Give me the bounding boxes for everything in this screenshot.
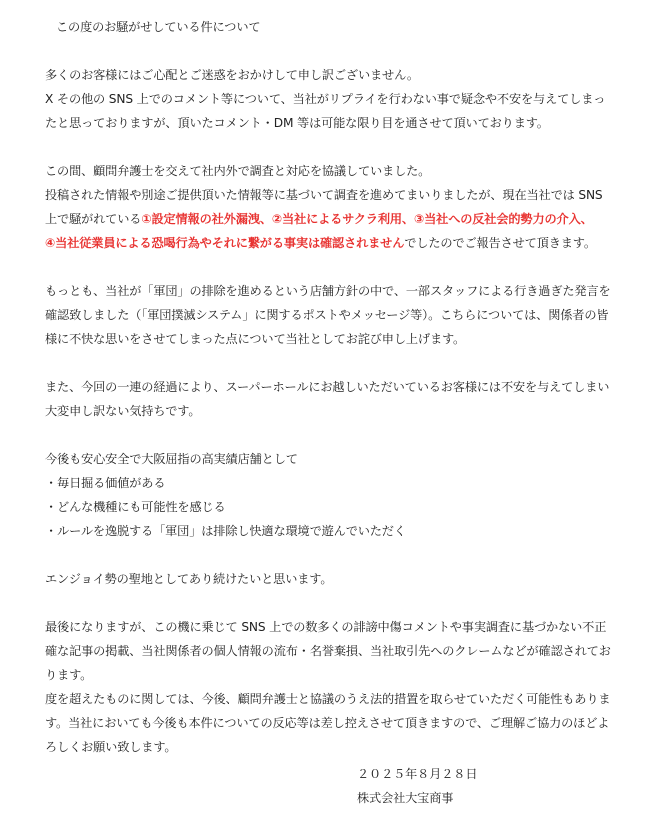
paragraph-investigation-line: この間、顧問弁護士を交えて社内外で調査と対応を協議していました。 bbox=[45, 164, 431, 178]
paragraph-legal-line: ろしくお願い致します。 bbox=[45, 740, 177, 754]
paragraph-investigation-line bbox=[45, 211, 593, 227]
findings-highlight: ④当社従業員による恐喝行為やそれに繋がる事実は確認されません bbox=[45, 236, 405, 250]
paragraph-apology-line: 多くのお客様にはご心配とご迷惑をおかけして申し訳ございません。 bbox=[45, 68, 419, 82]
paragraph-legal-line: 最後になりますが、この機に乗じて SNS 上での数多くの誹謗中傷コメントや事実調査に基づかない不正 bbox=[45, 620, 607, 634]
paragraph-investigation-line bbox=[45, 235, 596, 251]
paragraph-customer-line: また、今回の一連の経過により、スーパーホールにお越しいただいているお客様には不安を与えてしまい bbox=[45, 380, 610, 394]
paragraph-apology-line: たと思っておりますが、頂いたコメント・DM 等は可能な限り目を通させて頂いております。 bbox=[45, 116, 549, 130]
policy-bullet: ・どんな機種にも可能性を感じる bbox=[45, 500, 226, 514]
paragraph-legal-line: ります。 bbox=[45, 668, 93, 682]
paragraph-legal-line: 度を超えたものに関しては、今後、顧問弁護士と協議のうえ法的措置を取らせていただく可能性もありま bbox=[45, 692, 611, 706]
paragraph-legal-line: 確な記事の掲載、当社関係者の個人情報の流布・名誉棄損、当社取引先へのクレームなどが確認されてお bbox=[45, 644, 611, 658]
paragraph-enjoy-statement: エンジョイ勢の聖地としてあり続けたいと思います。 bbox=[45, 572, 333, 586]
paragraph-staff-conduct-line: もっとも、当社が「軍団」の排除を進めるという店舗方針の中で、一部スタッフによる行き過ぎた発言を bbox=[45, 284, 611, 298]
policy-bullet: ・ルールを逸脱する「軍団」は排除し快適な環境で遊んでいただく bbox=[45, 524, 406, 538]
investigation-text: でしたのでご報告させて頂きます。 bbox=[404, 236, 596, 250]
paragraph-staff-conduct-line: 確認致しました（「軍団撲滅システム」に関するポストやメッセージ等）。こちらについては、関係者の皆 bbox=[45, 308, 609, 322]
paragraph-investigation-line: 投稿された情報や別途ご提供頂いた情報等に基づいて調査を進めてまいりましたが、現在当社では SNS bbox=[45, 188, 603, 202]
company-name: 株式会社大宝商事 bbox=[357, 791, 454, 805]
notice-title: この度のお騒がせしている件について bbox=[56, 20, 261, 34]
findings-highlight: ①設定情報の社外漏洩、②当社によるサクラ利用、③当社への反社会的勢力の介入、 bbox=[141, 212, 593, 226]
policy-bullet: ・毎日掘る価値がある bbox=[45, 476, 166, 490]
paragraph-customer-line: 大変申し訳ない気持ちです。 bbox=[45, 404, 201, 418]
paragraph-policy-intro: 今後も安心安全で大阪屈指の高実績店舗として bbox=[45, 452, 298, 466]
investigation-text: 上で騒がれている bbox=[45, 212, 142, 226]
paragraph-staff-conduct-line: 様に不快な思いをさせてしまった点について当社としてお詫び申し上げます。 bbox=[45, 332, 466, 346]
paragraph-legal-line: す。当社においても今後も本件についての反応等は差し控えさせて頂きますので、ご理解ご協力のほどよ bbox=[45, 716, 610, 730]
paragraph-apology-line: X その他の SNS 上でのコメント等について、当社がリプライを行わない事で疑念や不安を与えてしまっ bbox=[45, 92, 606, 106]
notice-date: ２０２５年８月２８日 bbox=[357, 767, 478, 781]
